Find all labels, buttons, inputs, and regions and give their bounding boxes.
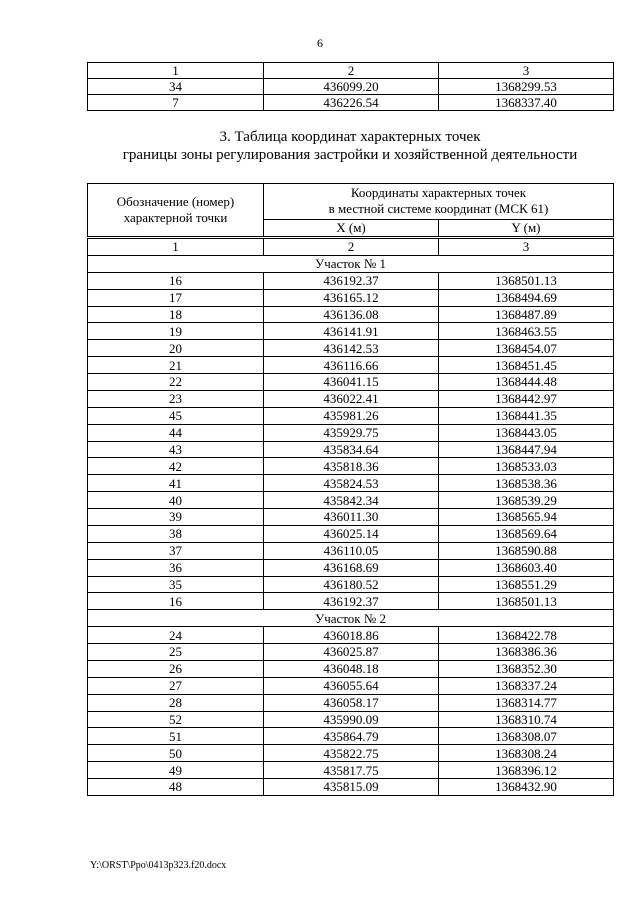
x-coordinate: 436192.37 — [264, 593, 439, 610]
point-number: 23 — [88, 390, 264, 407]
point-number: 48 — [88, 779, 264, 796]
table-row — [88, 390, 614, 407]
file-path-footer: Y:\ORST\Ppo\0413p323.f20.docx — [90, 860, 227, 871]
point-designation-header — [88, 184, 264, 238]
y-coordinate: 1368494.69 — [439, 289, 614, 306]
point-number: 36 — [88, 559, 264, 576]
x-coordinate: 436142.53 — [264, 340, 439, 357]
plot-section-title: Участок № 1 — [88, 255, 614, 272]
y-coordinate: 1368310.74 — [439, 711, 614, 728]
point-number: 41 — [88, 475, 264, 492]
point-number: 43 — [88, 441, 264, 458]
table-row — [88, 374, 614, 391]
point-number: 7 — [88, 95, 264, 111]
table-row — [88, 306, 614, 323]
coordinates-header — [264, 184, 614, 220]
point-number: 35 — [88, 576, 264, 593]
y-coordinate: 1368308.07 — [439, 728, 614, 745]
section-title — [0, 128, 640, 164]
table-row — [88, 340, 614, 357]
y-coordinate: 1368551.29 — [439, 576, 614, 593]
y-coordinate: 1368308.24 — [439, 745, 614, 762]
y-coordinate: 1368590.88 — [439, 542, 614, 559]
table-row — [88, 644, 614, 661]
x-coordinate: 436055.64 — [264, 677, 439, 694]
y-coordinate: 1368569.64 — [439, 525, 614, 542]
table-row — [88, 779, 614, 796]
y-coordinate: 1368422.78 — [439, 627, 614, 644]
y-coordinate: 1368314.77 — [439, 694, 614, 711]
table-row — [88, 357, 614, 374]
table-row — [88, 492, 614, 509]
table-row — [88, 458, 614, 475]
table-row — [88, 559, 614, 576]
header-row — [88, 184, 614, 220]
table-row — [88, 475, 614, 492]
x-coordinate: 436048.18 — [264, 660, 439, 677]
section-title-line1: 3. Таблица координат характерных точек — [219, 129, 481, 145]
x-coordinate: 435817.75 — [264, 762, 439, 779]
x-coordinate: 435981.26 — [264, 407, 439, 424]
column-number: 1 — [88, 238, 264, 256]
point-number: 52 — [88, 711, 264, 728]
point-number: 18 — [88, 306, 264, 323]
column-number-row — [88, 238, 614, 256]
y-coordinate: 1368447.94 — [439, 441, 614, 458]
x-coordinate: 436022.41 — [264, 390, 439, 407]
table-row — [88, 627, 614, 644]
y-coordinate: 1368386.36 — [439, 644, 614, 661]
y-coordinate: 1368501.13 — [439, 272, 614, 289]
section-header-row — [88, 610, 614, 627]
y-coordinate: 1368442.97 — [439, 390, 614, 407]
point-label-line1: Обозначение (номер) — [116, 194, 235, 209]
x-coordinate: 435929.75 — [264, 424, 439, 441]
point-number: 16 — [88, 593, 264, 610]
y-coordinate: 1368454.07 — [439, 340, 614, 357]
point-number: 20 — [88, 340, 264, 357]
x-coordinate: 435815.09 — [264, 779, 439, 796]
x-coordinate: 435834.64 — [264, 441, 439, 458]
y-coordinate: 1368539.29 — [439, 492, 614, 509]
point-number: 39 — [88, 509, 264, 526]
y-coordinate: 1368501.13 — [439, 593, 614, 610]
point-number: 42 — [88, 458, 264, 475]
point-number: 19 — [88, 323, 264, 340]
table-row — [88, 762, 614, 779]
column-number: 3 — [439, 63, 614, 79]
x-coordinate: 436226.54 — [264, 95, 439, 111]
x-coordinate: 435818.36 — [264, 458, 439, 475]
point-label-line2: характерной точки — [123, 210, 228, 225]
point-number: 51 — [88, 728, 264, 745]
x-coordinate: 436168.69 — [264, 559, 439, 576]
y-coordinate: 1368533.03 — [439, 458, 614, 475]
point-number: 28 — [88, 694, 264, 711]
x-coordinate: 436099.20 — [264, 79, 439, 95]
point-number: 34 — [88, 79, 264, 95]
point-number: 26 — [88, 660, 264, 677]
y-coordinate: 1368337.40 — [439, 95, 614, 111]
table-row — [88, 711, 614, 728]
x-coordinate: 435990.09 — [264, 711, 439, 728]
table-row — [88, 542, 614, 559]
y-coordinate: 1368451.45 — [439, 357, 614, 374]
y-coordinate: 1368603.40 — [439, 559, 614, 576]
table-row — [88, 593, 614, 610]
table-row — [88, 424, 614, 441]
table-row — [88, 576, 614, 593]
x-coordinate: 436192.37 — [264, 272, 439, 289]
x-coordinate: 436058.17 — [264, 694, 439, 711]
point-number: 45 — [88, 407, 264, 424]
table-row — [88, 289, 614, 306]
table-row — [88, 677, 614, 694]
y-coordinate: 1368487.89 — [439, 306, 614, 323]
x-coordinate: 436165.12 — [264, 289, 439, 306]
x-coordinate: 436180.52 — [264, 576, 439, 593]
y-coordinate: 1368463.55 — [439, 323, 614, 340]
column-number-row — [88, 63, 614, 79]
section-header-row — [88, 255, 614, 272]
y-coordinate: 1368432.90 — [439, 779, 614, 796]
table-row — [88, 509, 614, 526]
coordinates-table — [87, 183, 614, 796]
x-coordinate: 435842.34 — [264, 492, 439, 509]
point-number: 37 — [88, 542, 264, 559]
point-number: 16 — [88, 272, 264, 289]
y-coordinate: 1368444.48 — [439, 374, 614, 391]
x-coordinate: 435864.79 — [264, 728, 439, 745]
y-coordinate: 1368299.53 — [439, 79, 614, 95]
table-row — [88, 525, 614, 542]
y-coordinate: 1368538.36 — [439, 475, 614, 492]
coords-label-line1: Координаты характерных точек — [350, 185, 527, 201]
x-header: X (м) — [264, 219, 439, 237]
point-number: 50 — [88, 745, 264, 762]
section-title-line2: границы зоны регулирования застройки и хозяйственной деятельности — [122, 147, 578, 163]
plot-section-title: Участок № 2 — [88, 610, 614, 627]
x-coordinate: 435824.53 — [264, 475, 439, 492]
table-row — [88, 95, 614, 111]
x-coordinate: 436141.91 — [264, 323, 439, 340]
column-number: 3 — [439, 238, 614, 256]
y-coordinate: 1368441.35 — [439, 407, 614, 424]
x-coordinate: 436011.30 — [264, 509, 439, 526]
y-coordinate: 1368396.12 — [439, 762, 614, 779]
point-number: 44 — [88, 424, 264, 441]
x-coordinate: 436025.14 — [264, 525, 439, 542]
x-coordinate: 436136.08 — [264, 306, 439, 323]
point-number: 40 — [88, 492, 264, 509]
y-header: Y (м) — [439, 219, 614, 237]
point-number: 17 — [88, 289, 264, 306]
column-number: 2 — [264, 63, 439, 79]
table-row — [88, 79, 614, 95]
table-row — [88, 745, 614, 762]
y-coordinate: 1368443.05 — [439, 424, 614, 441]
x-coordinate: 436025.87 — [264, 644, 439, 661]
table-row — [88, 323, 614, 340]
point-number: 25 — [88, 644, 264, 661]
continuation-table — [87, 62, 614, 111]
point-number: 49 — [88, 762, 264, 779]
point-number: 24 — [88, 627, 264, 644]
column-number: 2 — [264, 238, 439, 256]
x-coordinate: 436110.05 — [264, 542, 439, 559]
x-coordinate: 435822.75 — [264, 745, 439, 762]
y-coordinate: 1368337.24 — [439, 677, 614, 694]
x-coordinate: 436041.15 — [264, 374, 439, 391]
column-number: 1 — [88, 63, 264, 79]
table-row — [88, 441, 614, 458]
table-row — [88, 660, 614, 677]
table-row — [88, 272, 614, 289]
point-number: 22 — [88, 374, 264, 391]
point-number: 21 — [88, 357, 264, 374]
table-row — [88, 728, 614, 745]
y-coordinate: 1368352.30 — [439, 660, 614, 677]
page-number: 6 — [317, 36, 323, 50]
x-coordinate: 436116.66 — [264, 357, 439, 374]
y-coordinate: 1368565.94 — [439, 509, 614, 526]
table-row — [88, 694, 614, 711]
table-row — [88, 407, 614, 424]
coords-label-line2: в местной системе координат (МСК 61) — [328, 201, 549, 217]
x-coordinate: 436018.86 — [264, 627, 439, 644]
point-number: 38 — [88, 525, 264, 542]
point-number: 27 — [88, 677, 264, 694]
